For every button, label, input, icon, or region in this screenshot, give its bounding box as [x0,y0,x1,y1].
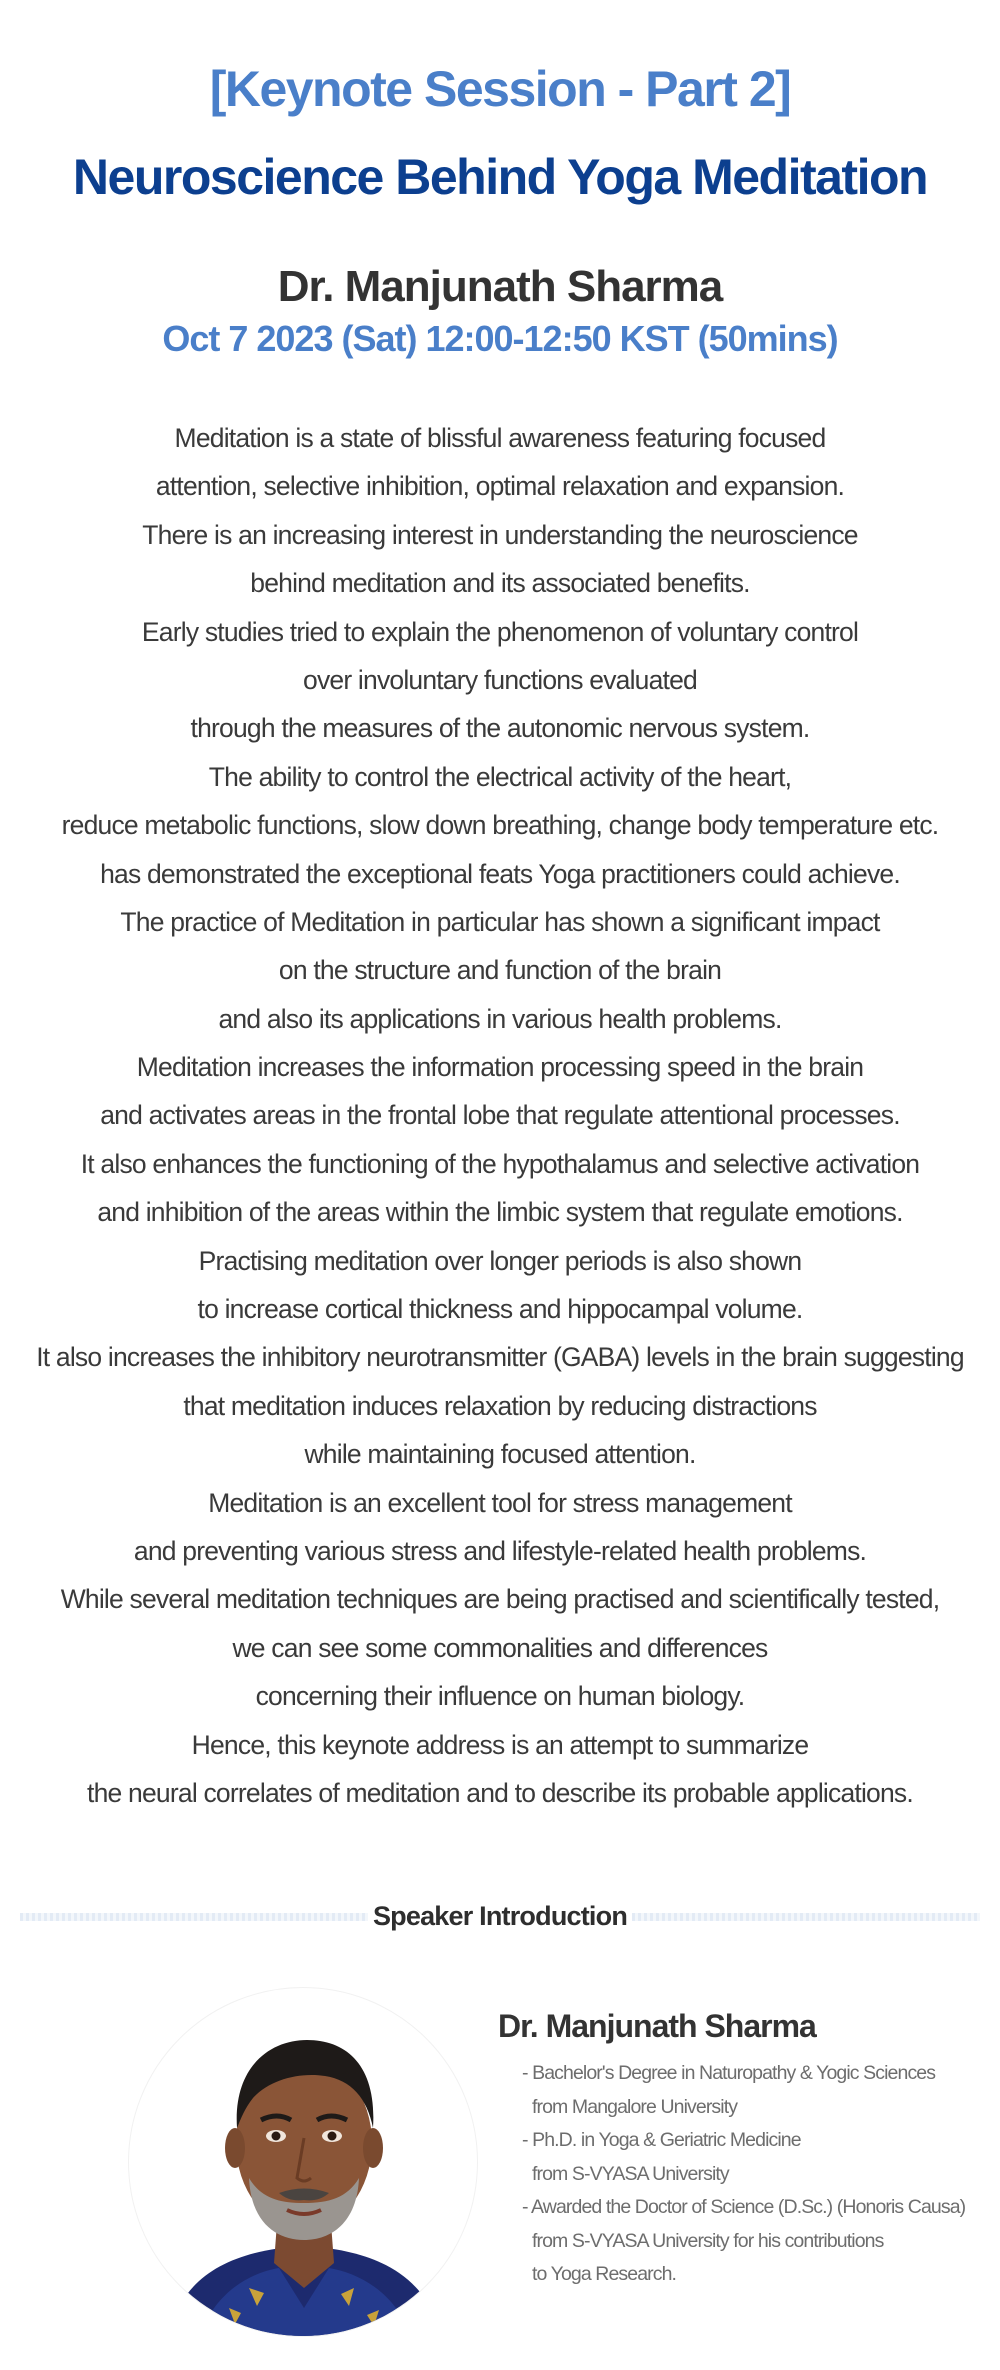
speaker-portrait-icon [129,1988,478,2337]
abstract-line: The ability to control the electrical activity of the heart, [208,761,792,792]
heading-divider-left [20,1913,368,1921]
abstract-line: Meditation increases the information processing speed in the brain [136,1052,864,1083]
abstract-line: and preventing various stress and lifestyle-related health problems. [133,1535,867,1566]
bio-speaker-name: Dr. Manjunath Sharma [498,2008,816,2044]
session-title: Neuroscience Behind Yoga Meditation [72,149,928,205]
abstract-line: we can see some commonalities and differences [232,1632,768,1663]
credential-item [522,2124,978,2191]
credential-line: from S-VYASA University [532,2162,729,2185]
abstract-line: and activates areas in the frontal lobe that regulate attentional processes. [100,1100,900,1131]
abstract-line: behind meditation and its associated benefits. [250,568,750,599]
heading-divider-right [632,1913,980,1921]
abstract-line: and also its applications in various health problems. [218,1003,782,1034]
credential-line: - Awarded the Doctor of Science (D.Sc.) (Honoris Causa) [522,2196,966,2218]
abstract-line: While several meditation techniques are being practised and scientifically tested, [60,1584,940,1615]
abstract-line: Meditation is a state of blissful awareness featuring focused [174,423,826,453]
abstract-line: It also enhances the functioning of the hypothalamus and selective activation [80,1148,920,1179]
speaker-bio [498,2003,978,2292]
abstract-line: Practising meditation over longer periods is also shown [198,1245,802,1276]
abstract-line: the neural correlates of meditation and to describe its probable applications. [87,1777,913,1808]
abstract-line: and inhibition of the areas within the limbic system that regulate emotions. [97,1197,903,1228]
abstract-line: has demonstrated the exceptional feats Yoga practitioners could achieve. [100,858,900,889]
credentials-list [522,2057,978,2292]
abstract-line: while maintaining focused attention. [304,1439,696,1470]
abstract-line: that meditation induces relaxation by reducing distractions [183,1390,817,1421]
credential-item [522,2191,978,2292]
abstract-line: There is an increasing interest in understanding the neuroscience [142,519,858,550]
abstract-line: Meditation is an excellent tool for stress management [208,1487,792,1518]
session-date: Oct 7 2023 (Sat) 12:00-12:50 KST (50mins) [162,318,838,359]
speaker-name: Dr. Manjunath Sharma [277,262,723,311]
abstract-line: on the structure and function of the brain [278,955,722,986]
credential-line: - Bachelor's Degree in Naturopathy & Yogic Sciences [522,2062,936,2084]
credential-item [522,2057,978,2124]
credential-line: from S-VYASA University for his contributions [532,2229,884,2252]
credential-line: - Ph.D. in Yoga & Geriatric Medicine [522,2129,801,2151]
speaker-intro-heading-label: Speaker Introduction [372,1901,628,1931]
speaker-photo [128,1987,478,2337]
abstract-line: to increase cortical thickness and hippocampal volume. [197,1294,803,1325]
abstract-line: The practice of Meditation in particular has shown a significant impact [120,906,880,937]
abstract-line: reduce metabolic functions, slow down breathing, change body temperature etc. [61,810,939,841]
abstract-line: concerning their influence on human biology. [255,1681,745,1712]
abstract-line: over involuntary functions evaluated [303,664,697,695]
speaker-intro-heading [20,1896,980,1936]
abstract-line: It also increases the inhibitory neurotransmitter (GABA) levels in the brain suggesting [36,1342,964,1373]
credential-line: to Yoga Research. [532,2263,677,2285]
abstract [20,414,980,1817]
abstract-line: Early studies tried to explain the phenomenon of voluntary control [141,616,859,647]
abstract-line: Hence, this keynote address is an attempt to summarize [191,1729,809,1760]
credential-line: from Mangalore University [532,2095,738,2118]
session-label: [Keynote Session - Part 2] [209,61,791,117]
abstract-line: through the measures of the autonomic nervous system. [190,713,810,744]
abstract-line: attention, selective inhibition, optimal relaxation and expansion. [155,471,845,502]
